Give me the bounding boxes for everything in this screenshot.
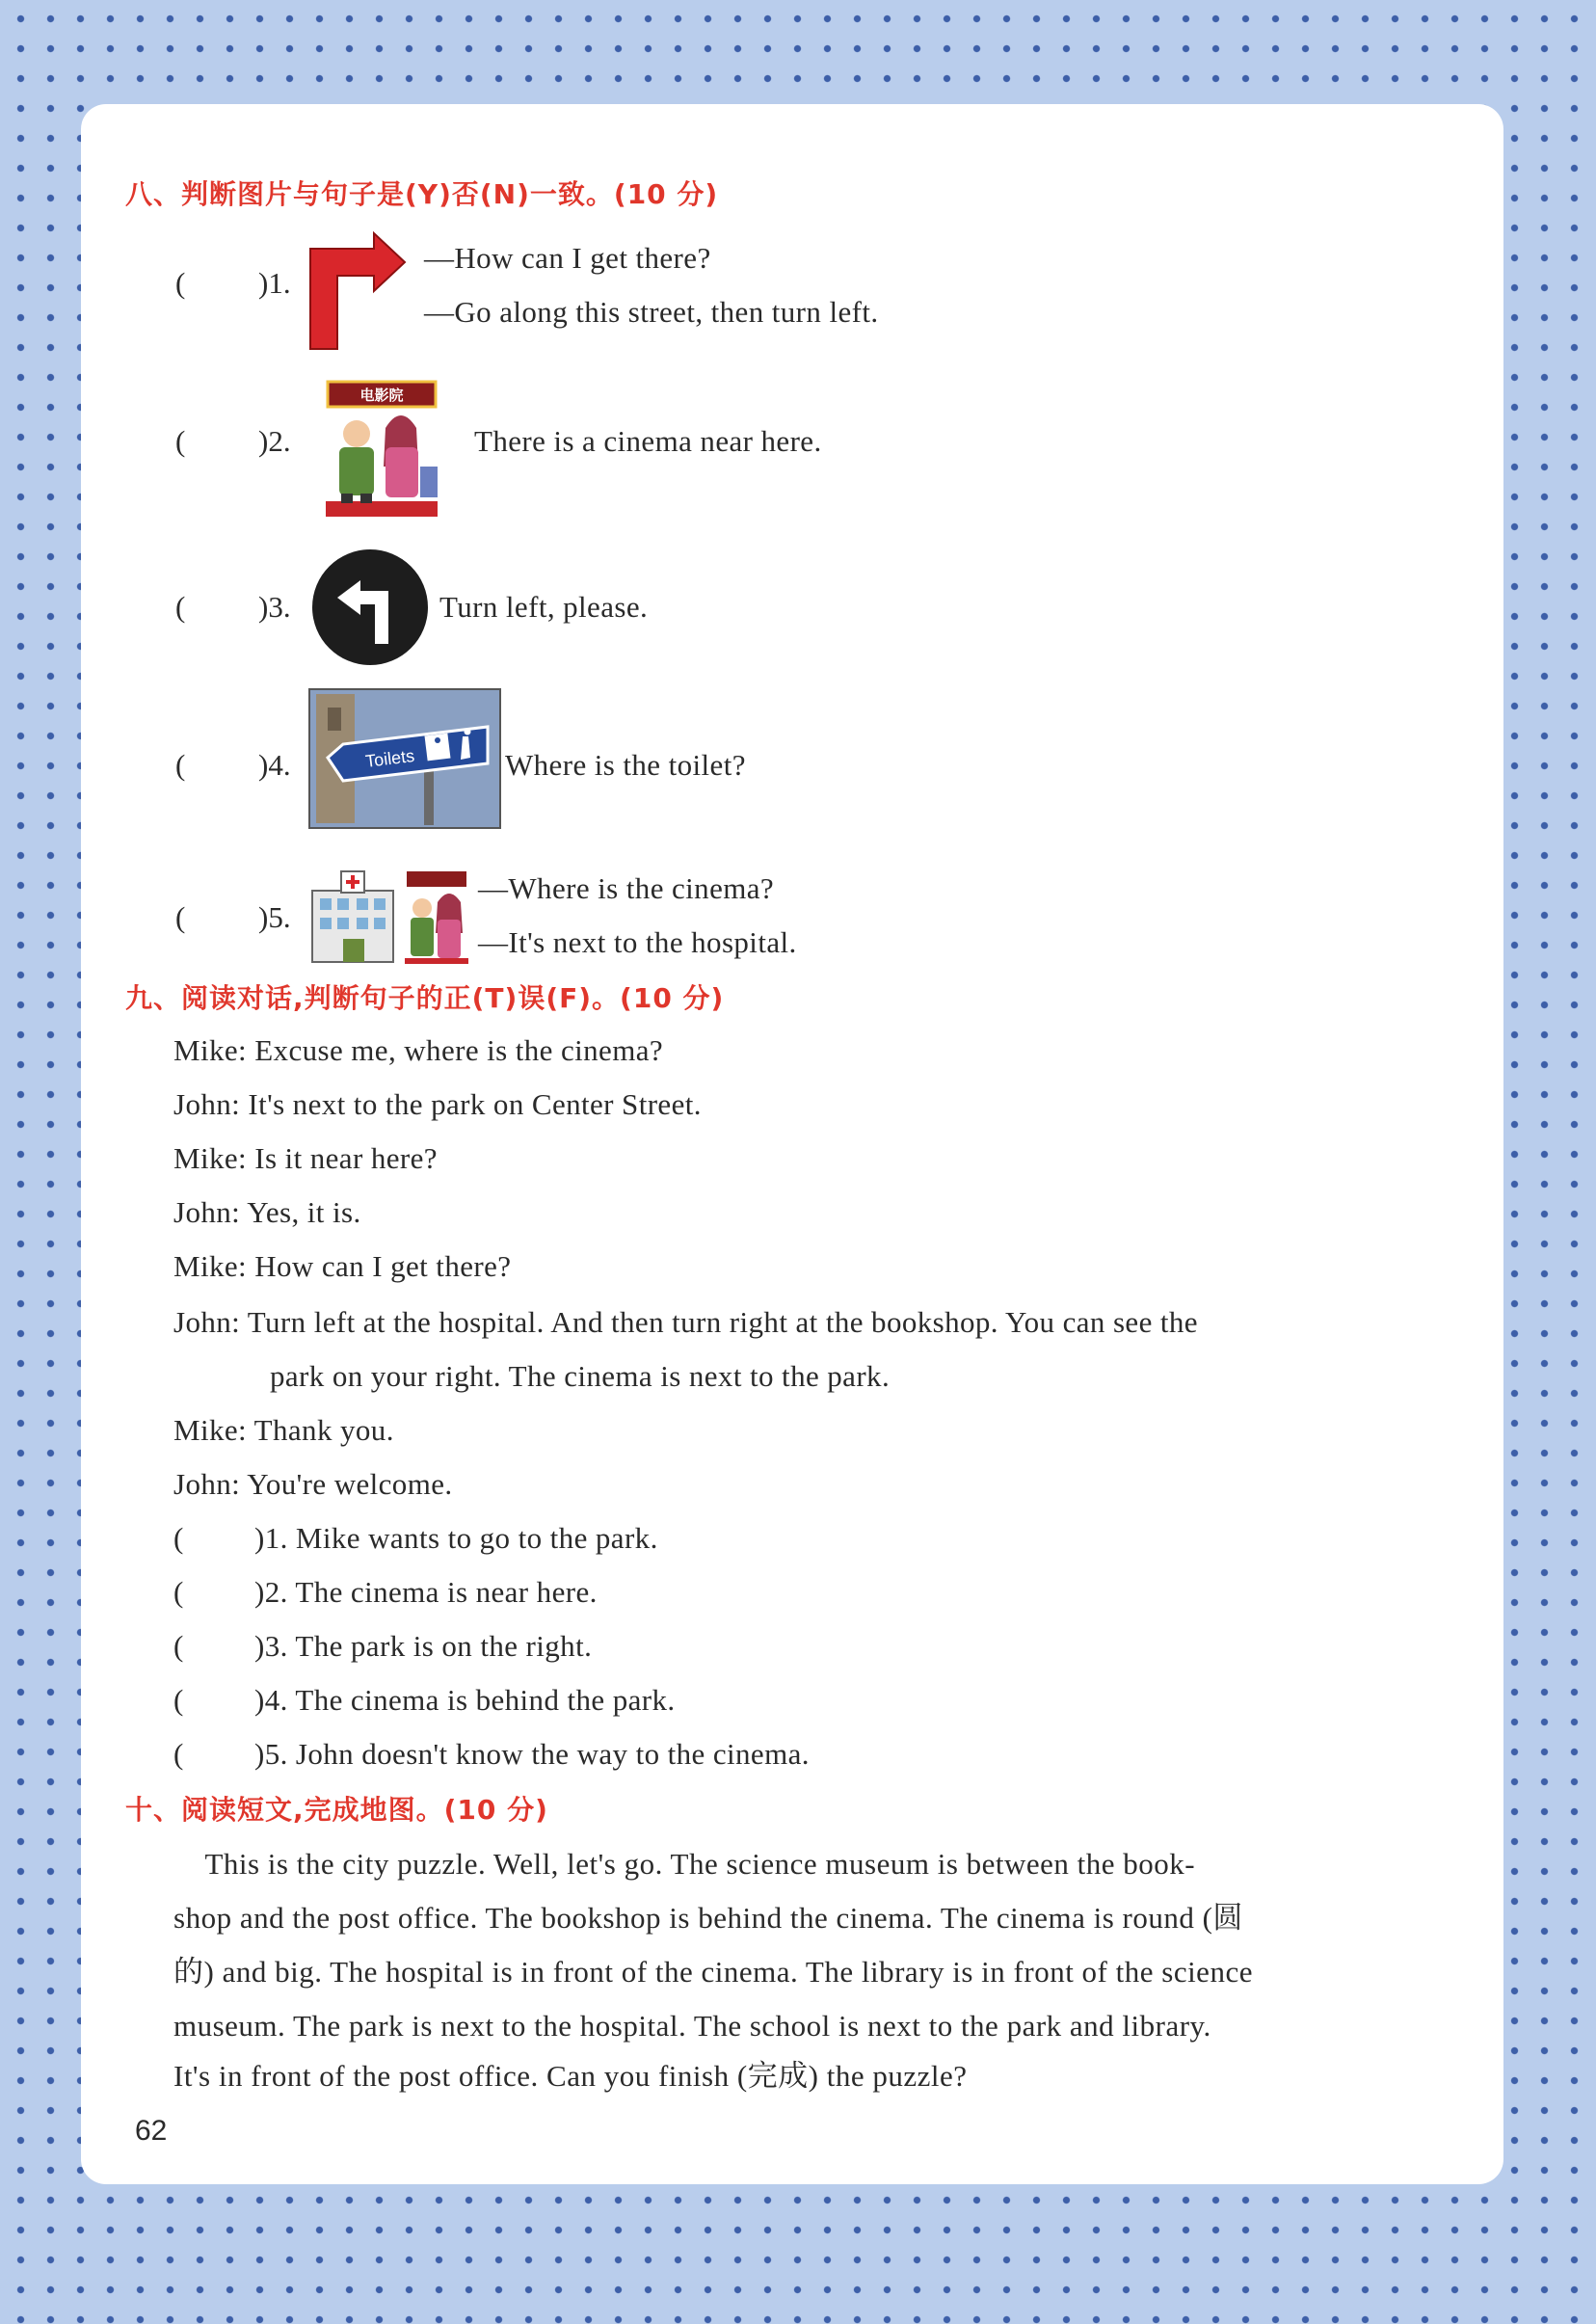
dialogue-text: Turn left at the hospital. And then turn right at the bookshop. You can see the bbox=[247, 1305, 1198, 1339]
passage-line: It's in front of the post office. Can you finish (完成) the puzzle? bbox=[173, 2059, 968, 2093]
answer-paren-8-3: ( bbox=[175, 590, 186, 624]
toilets-sign-photo bbox=[308, 688, 501, 829]
answer-paren: ( bbox=[173, 1521, 184, 1555]
tf-question bbox=[173, 1735, 810, 1774]
question-text: )4. The cinema is behind the park. bbox=[254, 1683, 676, 1717]
answer-paren: ( bbox=[173, 1683, 184, 1717]
answer-paren-8-1: ( bbox=[175, 266, 186, 300]
passage-line: shop and the post office. The bookshop is behind the cinema. The cinema is round (圆 bbox=[173, 1901, 1243, 1935]
dialogue-text: It's next to the park on Center Street. bbox=[248, 1087, 702, 1121]
item-8-5-line-1: —Where is the cinema? bbox=[478, 871, 775, 905]
dialogue-text: Yes, it is. bbox=[247, 1195, 361, 1229]
answer-paren: ( bbox=[173, 1737, 184, 1771]
cinema-sign-text: 电影院 bbox=[359, 387, 404, 404]
item-number-8-4: )4. bbox=[258, 748, 291, 782]
item-8-1-line-2: —Go along this street, then turn left. bbox=[424, 295, 879, 329]
dialogue-text: Excuse me, where is the cinema? bbox=[254, 1033, 664, 1067]
question-text: )5. John doesn't know the way to the cinema. bbox=[254, 1737, 810, 1771]
dialogue-line bbox=[173, 1085, 702, 1124]
dialogue-speaker: Mike: bbox=[173, 1033, 248, 1067]
dialogue-speaker: John: bbox=[173, 1087, 241, 1121]
item-number-8-1: )1. bbox=[258, 266, 291, 300]
passage-line: 的) and big. The hospital is in front of the cinema. The library is in front of the science bbox=[173, 1955, 1253, 1989]
dialogue-line bbox=[173, 1411, 394, 1450]
item-number-8-2: )2. bbox=[258, 424, 291, 458]
dialogue-speaker: John: bbox=[173, 1467, 241, 1501]
item-number-8-5: )5. bbox=[258, 900, 291, 934]
section-8-title: 八、判断图片与句子是(Y)否(N)一致。(10 分) bbox=[125, 178, 719, 210]
worksheet-page bbox=[81, 104, 1503, 2184]
dialogue-line bbox=[173, 1465, 453, 1504]
answer-paren-8-2: ( bbox=[175, 424, 186, 458]
dialogue-speaker: Mike: bbox=[173, 1249, 248, 1283]
dialogue-line bbox=[173, 1031, 663, 1070]
dialogue-line bbox=[173, 1247, 511, 1286]
question-text: )2. The cinema is near here. bbox=[254, 1575, 598, 1609]
dialogue-line bbox=[173, 1303, 1198, 1342]
item-8-1-line-1: —How can I get there? bbox=[424, 241, 711, 275]
toilets-sign-text: Toilets bbox=[364, 745, 416, 771]
answer-paren: ( bbox=[173, 1575, 184, 1609]
item-8-5-line-2: —It's next to the hospital. bbox=[478, 925, 797, 959]
page-number: 62 bbox=[135, 2115, 168, 2147]
tf-question bbox=[173, 1681, 676, 1720]
tf-question bbox=[173, 1627, 592, 1666]
dialogue-continuation: park on your right. The cinema is next to the park. bbox=[270, 1359, 891, 1393]
dialogue-text: You're welcome. bbox=[247, 1467, 453, 1501]
right-turn-arrow-icon bbox=[305, 227, 411, 351]
item-8-4-line-1: Where is the toilet? bbox=[505, 748, 746, 782]
section-10-title: 十、阅读短文,完成地图。(10 分) bbox=[125, 1794, 548, 1826]
tf-question bbox=[173, 1519, 658, 1558]
dialogue-text: Thank you. bbox=[253, 1413, 394, 1447]
tf-question bbox=[173, 1573, 598, 1612]
dialogue-text: Is it near here? bbox=[254, 1141, 438, 1175]
dialogue-speaker: John: bbox=[173, 1305, 241, 1339]
question-text: )1. Mike wants to go to the park. bbox=[254, 1521, 658, 1555]
answer-paren-8-4: ( bbox=[175, 748, 186, 782]
dialogue-line bbox=[173, 1139, 438, 1178]
dialogue-line bbox=[173, 1193, 361, 1232]
cinema-picture bbox=[322, 374, 445, 519]
question-text: )3. The park is on the right. bbox=[254, 1629, 593, 1663]
answer-paren-8-5: ( bbox=[175, 900, 186, 934]
answer-paren: ( bbox=[173, 1629, 184, 1663]
dialogue-speaker: Mike: bbox=[173, 1413, 248, 1447]
passage-line: museum. The park is next to the hospital. The school is next to the park and library. bbox=[173, 2009, 1211, 2043]
item-number-8-3: )3. bbox=[258, 590, 291, 624]
section-9-title: 九、阅读对话,判断句子的正(T)误(F)。(10 分) bbox=[125, 982, 725, 1014]
hospital-and-cinema-picture bbox=[308, 866, 472, 966]
dialogue-text: How can I get there? bbox=[254, 1249, 512, 1283]
turn-left-sign-icon bbox=[308, 548, 432, 667]
dialogue-speaker: Mike: bbox=[173, 1141, 248, 1175]
dialogue-speaker: John: bbox=[173, 1195, 241, 1229]
item-8-3-line-1: Turn left, please. bbox=[439, 590, 649, 624]
passage-line: This is the city puzzle. Well, let's go. The science museum is between the book- bbox=[173, 1847, 1196, 1881]
item-8-2-line-1: There is a cinema near here. bbox=[474, 424, 822, 458]
